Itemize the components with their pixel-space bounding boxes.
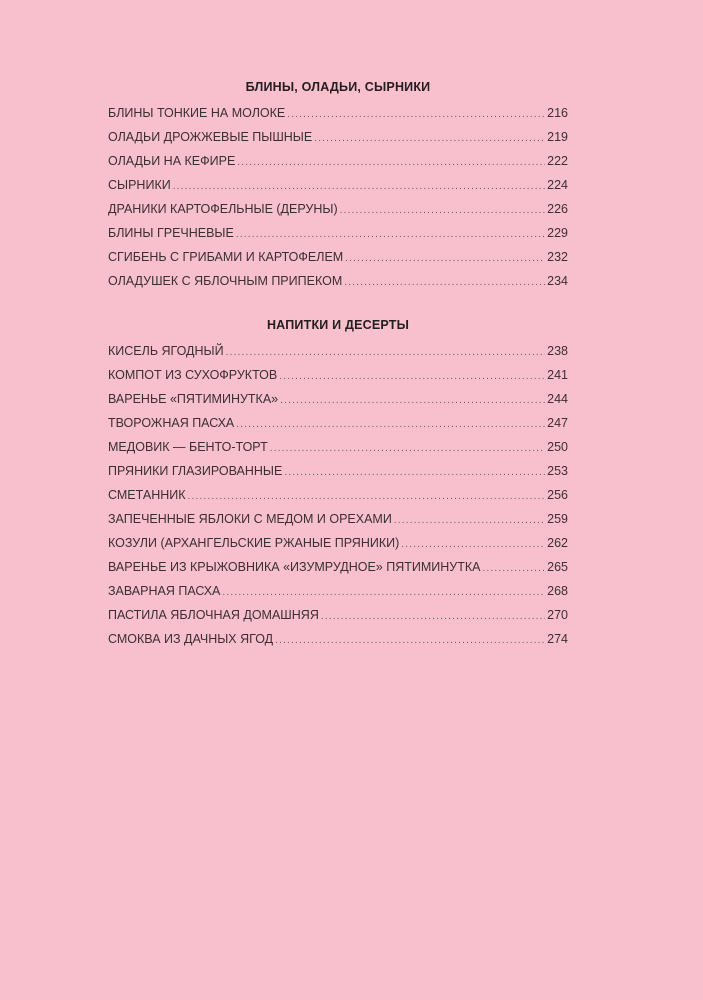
entry-title: ОЛАДУШЕК С ЯБЛОЧНЫМ ПРИПЕКОМ: [108, 274, 343, 288]
table-of-contents: [108, 77, 568, 651]
entry-page-number: 268: [547, 584, 568, 598]
toc-entry[interactable]: [108, 125, 568, 149]
entry-title: ЗАПЕЧЕННЫЕ ЯБЛОКИ С МЕДОМ И ОРЕХАМИ: [108, 512, 392, 526]
entry-page-number: 238: [547, 344, 568, 358]
dot-leader: [275, 629, 545, 653]
toc-entry[interactable]: [108, 435, 568, 459]
entry-page-number: 274: [547, 632, 568, 646]
toc-section-drinks-desserts: [108, 315, 568, 651]
dot-leader: [314, 127, 545, 151]
entry-page-number: 216: [547, 106, 568, 120]
toc-entry[interactable]: [108, 269, 568, 293]
toc-entry[interactable]: [108, 507, 568, 531]
dot-leader: [345, 247, 545, 271]
toc-entry[interactable]: [108, 627, 568, 651]
toc-entry[interactable]: [108, 603, 568, 627]
entry-page-number: 253: [547, 464, 568, 478]
entry-page-number: 250: [547, 440, 568, 454]
toc-entry[interactable]: [108, 459, 568, 483]
entry-page-number: 226: [547, 202, 568, 216]
dot-leader: [173, 175, 545, 199]
entry-title: БЛИНЫ ТОНКИЕ НА МОЛОКЕ: [108, 106, 286, 120]
entry-title: ЗАВАРНАЯ ПАСХА: [108, 584, 221, 598]
entry-title: КИСЕЛЬ ЯГОДНЫЙ: [108, 344, 224, 358]
entry-title: КОМПОТ ИЗ СУХОФРУКТОВ: [108, 368, 278, 382]
toc-entry[interactable]: [108, 149, 568, 173]
entry-page-number: 222: [547, 154, 568, 168]
dot-leader: [284, 461, 545, 485]
section-title: НАПИТКИ И ДЕСЕРТЫ: [266, 318, 410, 332]
entry-page-number: 234: [547, 274, 568, 288]
entry-page-number: 265: [547, 560, 568, 574]
entry-title: ДРАНИКИ КАРТОФЕЛЬНЫЕ (ДЕРУНЫ): [108, 202, 338, 216]
toc-entry[interactable]: [108, 483, 568, 507]
toc-entry[interactable]: [108, 339, 568, 363]
entry-page-number: 247: [547, 416, 568, 430]
entry-title: СМОКВА ИЗ ДАЧНЫХ ЯГОД: [108, 632, 274, 646]
entry-page-number: 259: [547, 512, 568, 526]
dot-leader: [188, 485, 546, 509]
entry-title: БЛИНЫ ГРЕЧНЕВЫЕ: [108, 226, 234, 240]
toc-entry[interactable]: [108, 173, 568, 197]
entry-title: ОЛАДЬИ ДРОЖЖЕВЫЕ ПЫШНЫЕ: [108, 130, 313, 144]
dot-leader: [401, 533, 545, 557]
toc-entry[interactable]: [108, 197, 568, 221]
entry-title: ВАРЕНЬЕ «ПЯТИМИНУТКА»: [108, 392, 279, 406]
dot-leader: [394, 509, 545, 533]
entry-page-number: 270: [547, 608, 568, 622]
section-title: БЛИНЫ, ОЛАДЬИ, СЫРНИКИ: [245, 80, 431, 94]
toc-entry[interactable]: [108, 221, 568, 245]
entry-page-number: 256: [547, 488, 568, 502]
dot-leader: [340, 199, 546, 223]
dot-leader: [237, 151, 545, 175]
toc-entry[interactable]: [108, 531, 568, 555]
entry-title: СМЕТАННИК: [108, 488, 186, 502]
dot-leader: [222, 581, 545, 605]
toc-entry[interactable]: [108, 363, 568, 387]
toc-entry[interactable]: [108, 387, 568, 411]
entry-title: СЫРНИКИ: [108, 178, 171, 192]
dot-leader: [321, 605, 545, 629]
entry-title: ТВОРОЖНАЯ ПАСХА: [108, 416, 235, 430]
entry-page-number: 224: [547, 178, 568, 192]
dot-leader: [270, 437, 545, 461]
dot-leader: [482, 557, 545, 581]
entry-page-number: 229: [547, 226, 568, 240]
toc-entry[interactable]: [108, 101, 568, 125]
dot-leader: [236, 413, 545, 437]
entry-title: КОЗУЛИ (АРХАНГЕЛЬСКИЕ РЖАНЫЕ ПРЯНИКИ): [108, 536, 400, 550]
entry-title: ПРЯНИКИ ГЛАЗИРОВАННЫЕ: [108, 464, 283, 478]
dot-leader: [287, 103, 545, 127]
entry-page-number: 262: [547, 536, 568, 550]
entry-title: МЕДОВИК — БЕНТО-ТОРТ: [108, 440, 268, 454]
toc-entry[interactable]: [108, 579, 568, 603]
toc-entry[interactable]: [108, 245, 568, 269]
entry-title: ОЛАДЬИ НА КЕФИРЕ: [108, 154, 236, 168]
dot-leader: [279, 365, 545, 389]
entry-page-number: 232: [547, 250, 568, 264]
dot-leader: [236, 223, 545, 247]
entry-page-number: 244: [547, 392, 568, 406]
entry-page-number: 241: [547, 368, 568, 382]
entry-title: ВАРЕНЬЕ ИЗ КРЫЖОВНИКА «ИЗУМРУДНОЕ» ПЯТИМИНУТКА: [108, 560, 481, 574]
dot-leader: [280, 389, 545, 413]
entry-page-number: 219: [547, 130, 568, 144]
toc-entry[interactable]: [108, 555, 568, 579]
toc-entry[interactable]: [108, 411, 568, 435]
entry-title: ПАСТИЛА ЯБЛОЧНАЯ ДОМАШНЯЯ: [108, 608, 319, 622]
toc-section-pancakes: [108, 77, 568, 293]
dot-leader: [344, 271, 545, 295]
entry-title: СГИБЕНЬ С ГРИБАМИ И КАРТОФЕЛЕМ: [108, 250, 344, 264]
dot-leader: [226, 341, 546, 365]
